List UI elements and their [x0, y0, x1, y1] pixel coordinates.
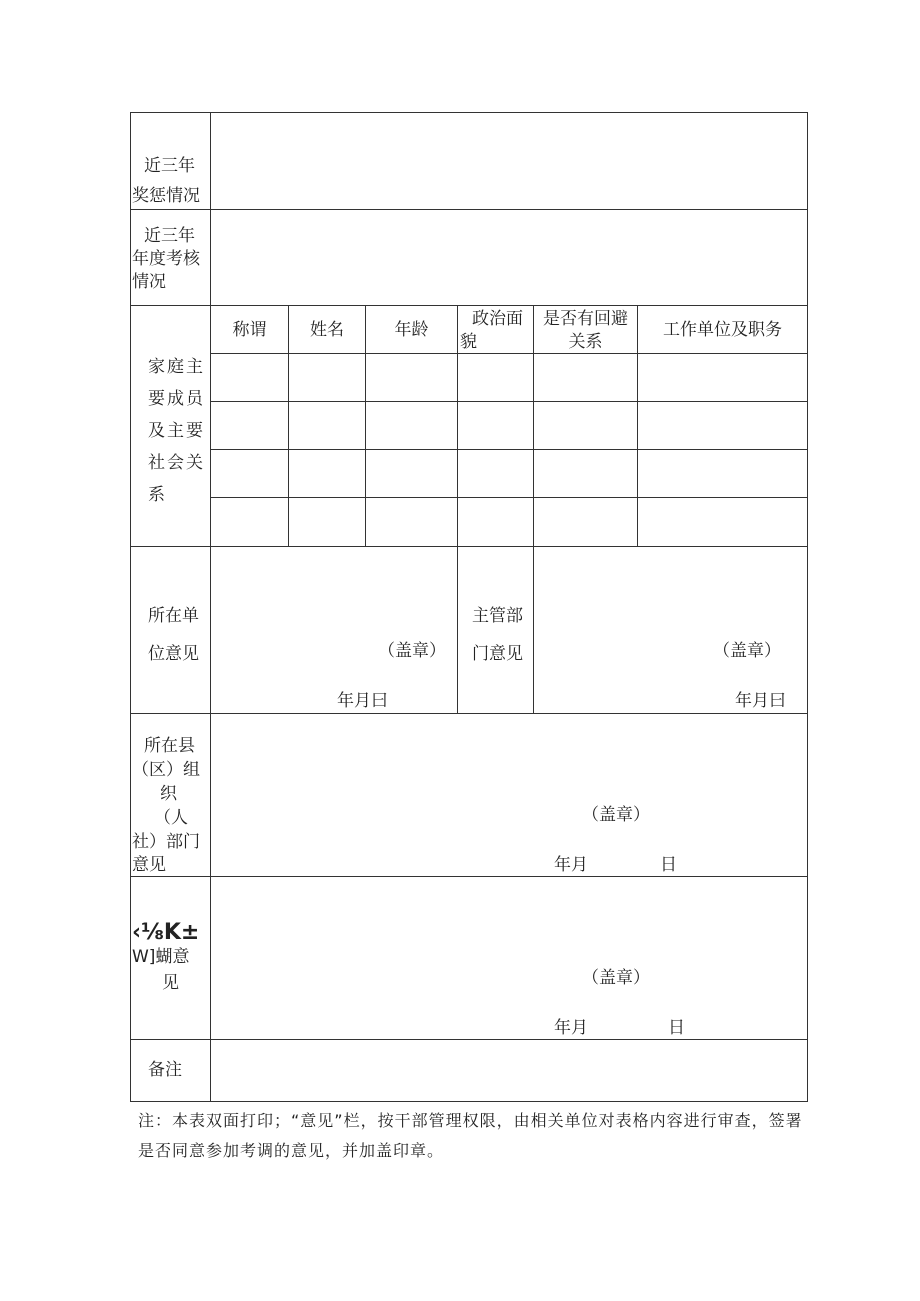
family-col-header: 工作单位及职务 — [663, 320, 782, 340]
garbled-opinion-label-line1: ‹⅛K± — [132, 920, 200, 945]
border-line — [130, 112, 131, 1102]
border-line — [130, 112, 808, 113]
border-line — [210, 401, 808, 402]
border-line — [210, 449, 808, 450]
garbled-opinion-seal: （盖章） — [582, 968, 650, 988]
border-line — [130, 305, 808, 306]
county-opinion-label-line2: （区）组 — [132, 760, 200, 780]
garbled-opinion-date-month: 年月 — [554, 1018, 588, 1038]
family-col-header: 是否有回避 — [543, 309, 628, 329]
county-opinion-seal: （盖章） — [582, 805, 650, 825]
family-label-line2: 要成员 — [148, 389, 205, 409]
border-line — [130, 1101, 808, 1102]
family-col-header: 政治面 — [472, 309, 523, 329]
family-col-header: 貌 — [460, 332, 477, 352]
county-opinion-label-line3: 织 — [160, 784, 177, 804]
family-label-line5: 系 — [148, 485, 165, 505]
border-line — [130, 209, 808, 210]
family-col-header: 关系 — [568, 332, 603, 352]
rewards-label-line2: 奖惩情况 — [132, 186, 200, 206]
footnote: 注：本表双面打印；“意见”栏，按干部管理权限，由相关单位对表格内容进行审查，签署是否同意参加考调的意见，并加盖印章。 — [138, 1111, 803, 1160]
garbled-opinion-date-day: 日 — [668, 1018, 685, 1038]
county-opinion-date-month: 年月 — [554, 855, 588, 875]
unit-opinion-seal: （盖章） — [378, 641, 446, 661]
border-line — [210, 353, 808, 354]
family-label-line3: 及主要 — [148, 421, 205, 441]
border-line — [210, 497, 808, 498]
county-opinion-label-line6: 意见 — [132, 855, 166, 875]
form-table — [130, 112, 808, 1102]
border-line — [130, 1039, 808, 1040]
border-line — [130, 713, 808, 714]
remarks-label: 备注 — [148, 1060, 182, 1080]
county-opinion-date-day: 日 — [660, 855, 677, 875]
dept-opinion-date: 年月曰 — [735, 691, 786, 711]
family-col-header: 年龄 — [394, 320, 429, 340]
rewards-label-line1: 近三年 — [144, 156, 195, 176]
assessment-label-line3: 情况 — [132, 272, 166, 292]
garbled-opinion-label-line2: W]蝴意 — [132, 947, 190, 967]
border-line — [457, 305, 458, 713]
border-line — [130, 876, 808, 877]
assessment-label-line2: 年度考核 — [132, 249, 200, 269]
family-col-header: 姓名 — [310, 320, 344, 340]
unit-opinion-label-line2: 位意见 — [148, 644, 199, 664]
unit-opinion-label-line1: 所在单 — [148, 606, 199, 626]
unit-opinion-date: 年月曰 — [337, 691, 388, 711]
border-line — [807, 112, 808, 1102]
dept-opinion-seal: （盖章） — [713, 641, 781, 661]
county-opinion-label-line4: （人 — [154, 808, 188, 828]
border-line — [210, 112, 211, 1102]
border-line — [130, 546, 808, 547]
assessment-label-line1: 近三年 — [144, 226, 195, 246]
family-label-line1: 家庭主 — [148, 357, 205, 377]
dept-opinion-label-line2: 门意见 — [472, 644, 523, 664]
border-line — [533, 305, 534, 713]
dept-opinion-label-line1: 主管部 — [472, 606, 523, 626]
county-opinion-label-line1: 所在县 — [144, 736, 195, 756]
family-label-line4: 社会关 — [148, 453, 205, 473]
family-col-header: 称谓 — [232, 320, 267, 340]
garbled-opinion-label-line3: 见 — [162, 973, 179, 993]
county-opinion-label-line5: 社）部门 — [132, 832, 200, 852]
